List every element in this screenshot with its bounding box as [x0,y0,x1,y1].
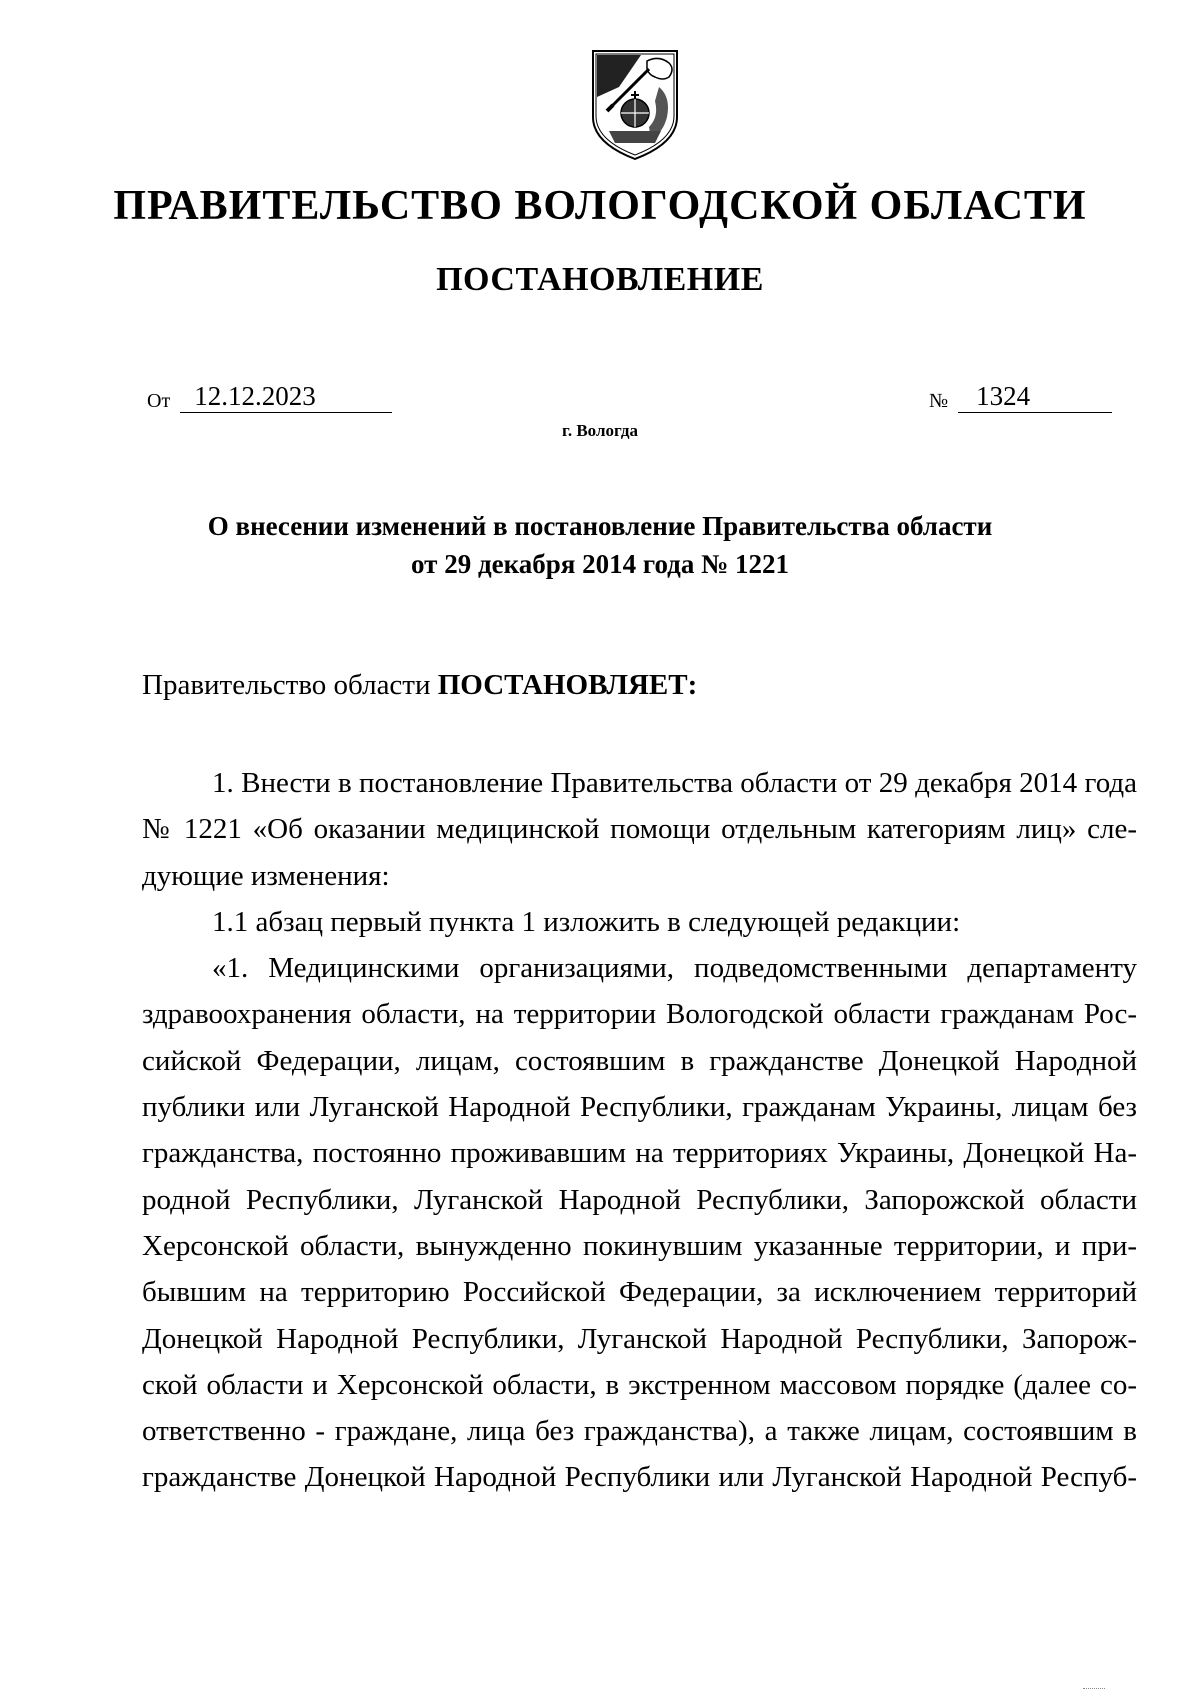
document-subject [150,507,1050,583]
body-line: гражданстве Донецкой Народной Республики или Луганской Народной Респуб- [142,1461,1137,1494]
decree-intro [142,665,697,705]
document-body [142,760,1137,1501]
body-line: родной Республики, Луганской Народной Республики, Запорожской области [142,1183,1137,1216]
scan-artifact [1083,1688,1105,1692]
date-value: 12.12.2023 [180,380,392,413]
body-line: бывшим на территорию Российской Федерации, за исключением территорий [142,1276,1137,1309]
body-line: Херсонской области, вынужденно покинувшим указанные территории, и при- [142,1229,1137,1262]
body-line: сийской Федерации, лицам, состоявшим в гражданстве Донецкой Народной [142,1044,1137,1077]
document-date [147,380,392,413]
city-label: г. Вологда [562,421,638,440]
body-line: ответственно - граждане, лица без гражданства), а также лицам, состоявшим в [142,1415,1137,1448]
subject-line-1: О внесении изменений в постановление Правительства области [207,511,993,541]
number-value: 1324 [958,380,1112,413]
subject-line-2: от 29 декабря 2014 года № 1221 [411,549,789,579]
number-prefix: № [929,390,949,412]
body-line: № 1221 «Об оказании медицинской помощи отдельным категориям лиц» сле- [142,813,1137,846]
body-line: здравоохранения области, на территории Вологодской области гражданам Рос- [142,998,1137,1031]
vologda-coat-of-arms-icon [589,47,681,165]
organization-title: ПРАВИТЕЛЬСТВО ВОЛОГОДСКОЙ ОБЛАСТИ [113,183,1087,229]
body-line: ской области и Херсонской области, в экстренном массовом порядке (далее со- [142,1368,1137,1401]
intro-keyword: ПОСТАНОВЛЯЕТ: [437,669,698,701]
date-prefix: От [147,390,171,412]
body-line: «1. Медицинскими организациями, подведомственными департаменту [212,952,1137,985]
intro-text: Правительство области [142,669,431,701]
body-line: публики или Луганской Народной Республики, гражданам Украины, лицам без [142,1091,1137,1124]
body-line: 1.1 абзац первый пункта 1 изложить в следующей редакции: [212,905,961,938]
body-line: 1. Внести в постановление Правительства области от 29 декабря 2014 года [212,767,1137,799]
document-number [929,380,1112,413]
body-line: гражданства, постоянно проживавшим на территориях Украины, Донецкой На- [142,1137,1137,1170]
body-line: дующие изменения: [142,859,390,892]
body-line: Донецкой Народной Республики, Луганской Народной Республики, Запорож- [142,1322,1137,1355]
document-kind: ПОСТАНОВЛЕНИЕ [436,261,764,298]
